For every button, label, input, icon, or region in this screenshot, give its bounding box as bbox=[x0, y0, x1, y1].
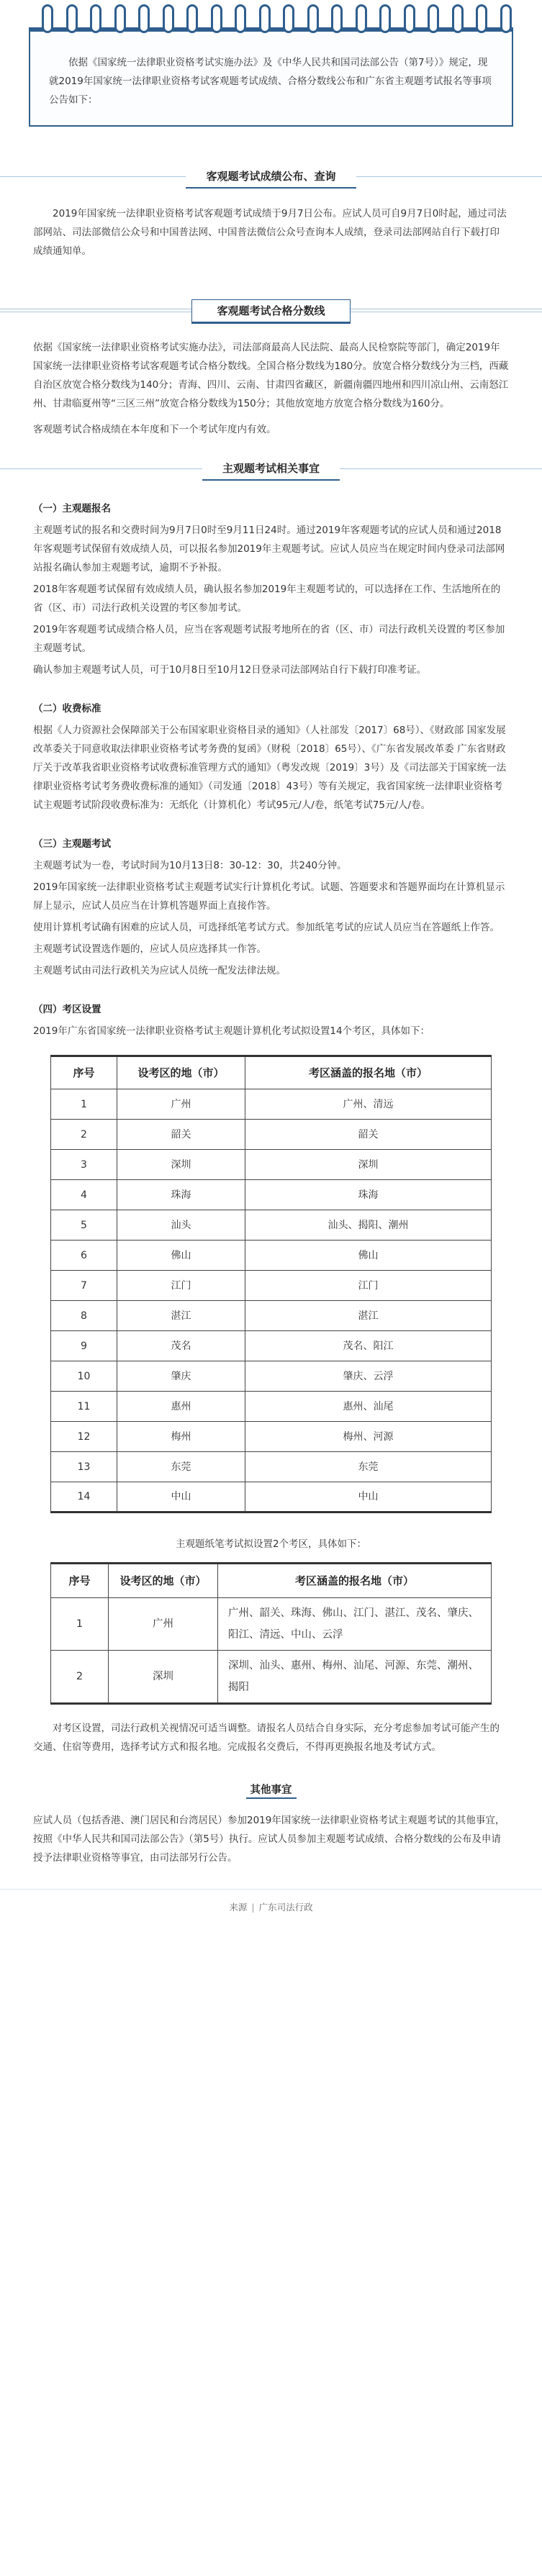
paper-exam-caption: 主观题纸笔考试拟设置2个考区，具体如下： bbox=[175, 1538, 367, 1550]
paragraph: 2019年国家统一法律职业资格考试客观题考试成绩于9月7日公布。应试人员可自9月7日0时起，通过司法部网站、司法部微信公众号和中国普法网、中国普法微信公众号查询本人成绩，登录司法部网站自行下载打印成绩通知单。 bbox=[33, 208, 507, 257]
table-row bbox=[51, 1331, 492, 1361]
section-results-body bbox=[0, 204, 542, 260]
table-cell: 深圳 bbox=[117, 1150, 245, 1180]
computer-exam-table-wrap bbox=[0, 1055, 542, 1513]
table-cell: 5 bbox=[51, 1210, 117, 1241]
notebook-ring bbox=[500, 4, 512, 33]
paragraph: 主观题考试设置选作题的，应试人员应选择其一作答。 bbox=[33, 943, 266, 955]
table-cell: 深圳 bbox=[245, 1150, 492, 1180]
table-cell: 广州 bbox=[109, 1598, 218, 1651]
table-cell: 湛江 bbox=[117, 1301, 245, 1331]
intro-text: 依据《国家统一法律职业资格考试实施办法》及《中华人民共和国司法部公告（第7号）》规定，现就2019年国家统一法律职业资格考试客观题考试成绩、合格分数线公布和广东省主观题考试报名等事项公告如下： bbox=[49, 57, 492, 106]
notebook-rings bbox=[0, 0, 542, 37]
notebook-ring bbox=[452, 4, 464, 33]
section-passing-body bbox=[0, 338, 542, 439]
notebook-ring bbox=[235, 4, 246, 33]
section-subjective-body bbox=[0, 499, 542, 1040]
table-row bbox=[51, 1392, 492, 1422]
table-cell: 茂名 bbox=[117, 1331, 245, 1361]
table-row bbox=[51, 1482, 492, 1513]
paragraph: 主观题考试为一卷，考试时间为10月13日8：30-12：30，共240分钟。 bbox=[33, 860, 347, 871]
table-row bbox=[51, 1271, 492, 1301]
intro-card bbox=[29, 27, 513, 127]
table-row bbox=[51, 1452, 492, 1482]
paragraph: 2019年国家统一法律职业资格考试主观题考试实行计算机化考试。试题、答题要求和答题界面均在计算机显示屏上显示，应试人员应当在计算机答题界面上直接作答。 bbox=[33, 881, 505, 912]
notebook-ring bbox=[404, 4, 415, 33]
table-row bbox=[51, 1210, 492, 1241]
table-row bbox=[51, 1150, 492, 1180]
paragraph: 确认参加主观题考试人员，可于10月8日至10月12日登录司法部网站自行下载打印准考证。 bbox=[33, 664, 427, 676]
notebook-ring bbox=[42, 4, 53, 33]
paragraph: 主观题考试的报名和交费时间为9月7日0时至9月11日24时。通过2019年客观题考试的应试人员和通过2018年客观题考试保留有效成绩人员，可以报名参加2019年主观题考试。应试人员应当在规定时间内登录司法部网站报名确认参加主观题考试，逾期不予补报。 bbox=[33, 525, 505, 573]
paragraph: 依据《国家统一法律职业资格考试实施办法》，司法部商最高人民法院、最高人民检察院等部门，确定2019年国家统一法律职业资格考试客观题考试合格分数线。全国合格分数线为180分。放宽合格分数线分为三档，西藏自治区放宽合格分数线为140分；青海、四川、云南、甘肃四省藏区，新疆南疆四地州和四川凉山州、云南怒江州、甘肃临夏州等“三区三州”放宽合格分数线为150分；其他放宽地方放宽合格分数线为160分。 bbox=[33, 342, 509, 409]
notebook-ring bbox=[307, 4, 319, 33]
table-cell: 珠海 bbox=[245, 1180, 492, 1210]
table-header-row bbox=[51, 1056, 492, 1089]
column-header: 考区涵盖的报名地（市） bbox=[218, 1564, 492, 1598]
table-cell: 广州、清远 bbox=[245, 1089, 492, 1120]
table-cell: 茂名、阳江 bbox=[245, 1331, 492, 1361]
table-cell: 佛山 bbox=[117, 1241, 245, 1271]
notebook-ring bbox=[66, 4, 78, 33]
paragraph: 2018年客观题考试保留有效成绩人员，确认报名参加2019年主观题考试的，可以选择在工作、生活地所在的省（区、市）司法行政机关设置的考区参加考试。 bbox=[33, 584, 501, 614]
column-header: 设考区的地（市） bbox=[109, 1564, 218, 1598]
paragraph: 应试人员（包括香港、澳门居民和台湾居民）参加2019年国家统一法律职业资格考试主观题考试的其他事宜，按照《中华人民共和国司法部公告》（第5号）执行。应试人员参加主观题考试成绩、合格分数线的公布及申请授予法律职业资格等事宜，由司法部另行公告。 bbox=[33, 1815, 505, 1864]
notebook-ring bbox=[114, 4, 126, 33]
table-cell: 3 bbox=[51, 1150, 117, 1180]
notebook-ring bbox=[476, 4, 487, 33]
table-cell: 汕头、揭阳、潮州 bbox=[245, 1210, 492, 1241]
subheading-registration: （一）主观题报名 bbox=[33, 503, 111, 514]
source-footer: 来源 | 广东司法行政 bbox=[0, 1889, 542, 1917]
table-cell: 广州 bbox=[117, 1089, 245, 1120]
paragraph: 主观题考试由司法行政机关为应试人员统一配发法律法规。 bbox=[33, 965, 286, 976]
notebook-ring bbox=[379, 4, 391, 33]
table-cell: 8 bbox=[51, 1301, 117, 1331]
table-cell: 深圳 bbox=[109, 1651, 218, 1704]
source-value: 广东司法行政 bbox=[258, 1902, 313, 1913]
table-cell: 佛山 bbox=[245, 1241, 492, 1271]
section-other-body bbox=[0, 1811, 542, 1867]
table-cell: 11 bbox=[51, 1392, 117, 1422]
table-cell: 肇庆 bbox=[117, 1361, 245, 1392]
table-cell: 1 bbox=[51, 1598, 109, 1651]
column-header: 序号 bbox=[51, 1056, 117, 1089]
notebook-ring bbox=[428, 4, 439, 33]
notebook-ring bbox=[356, 4, 367, 33]
notebook-ring bbox=[211, 4, 222, 33]
table-cell: 14 bbox=[51, 1482, 117, 1513]
table-cell: 4 bbox=[51, 1180, 117, 1210]
table-row bbox=[51, 1120, 492, 1150]
paragraph: 对考区设置，司法行政机关视情况可适当调整。请报名人员结合自身实际，充分考虑参加考试可能产生的交通、住宿等费用，选择考试方式和报名地。完成报名交费后，不得再更换报名地及考试方式。 bbox=[33, 1723, 500, 1753]
table-row bbox=[51, 1089, 492, 1120]
column-header: 设考区的地（市） bbox=[117, 1056, 245, 1089]
source-label: 来源 bbox=[229, 1902, 248, 1913]
table-row bbox=[51, 1361, 492, 1392]
subheading-fees: （二）收费标准 bbox=[33, 703, 101, 715]
table-cell: 12 bbox=[51, 1422, 117, 1452]
table-cell: 中山 bbox=[245, 1482, 492, 1513]
table-cell: 广州、韶关、珠海、佛山、江门、湛江、茂名、肇庆、阳江、清远、中山、云浮 bbox=[218, 1598, 492, 1651]
computer-exam-district-table bbox=[50, 1055, 492, 1513]
paragraph: 2019年客观题考试成绩合格人员，应当在客观题考试报考地所在的省（区、市）司法行政机关设置的考区参加主观题考试。 bbox=[33, 624, 505, 654]
table-cell: 9 bbox=[51, 1331, 117, 1361]
table-cell: 汕头 bbox=[117, 1210, 245, 1241]
table-cell: 13 bbox=[51, 1452, 117, 1482]
table-cell: 珠海 bbox=[117, 1180, 245, 1210]
notebook-ring bbox=[283, 4, 294, 33]
paper-exam-district-table bbox=[50, 1562, 492, 1705]
column-header: 序号 bbox=[51, 1564, 109, 1598]
section-title-passing-score: 客观题考试合格分数线 bbox=[0, 299, 542, 321]
paragraph: 客观题考试合格成绩在本年度和下一个考试年度内有效。 bbox=[33, 424, 276, 435]
subheading-districts: （四）考区设置 bbox=[33, 1004, 101, 1015]
table-cell: 7 bbox=[51, 1271, 117, 1301]
table-cell: 韶关 bbox=[117, 1120, 245, 1150]
table-cell: 江门 bbox=[245, 1271, 492, 1301]
table-cell: 东莞 bbox=[245, 1452, 492, 1482]
table-row bbox=[51, 1180, 492, 1210]
notebook-ring bbox=[259, 4, 271, 33]
notebook-ring bbox=[90, 4, 101, 33]
table-cell: 深圳、汕头、惠州、梅州、汕尾、河源、东莞、潮州、揭阳 bbox=[218, 1651, 492, 1704]
table-cell: 江门 bbox=[117, 1271, 245, 1301]
table-cell: 10 bbox=[51, 1361, 117, 1392]
exam-paragraphs bbox=[33, 856, 509, 980]
paper-exam-table-wrap bbox=[0, 1562, 542, 1705]
table-row bbox=[51, 1651, 492, 1704]
table-cell: 惠州 bbox=[117, 1392, 245, 1422]
table-row bbox=[51, 1301, 492, 1331]
table-cell: 2 bbox=[51, 1120, 117, 1150]
paragraph: 根据《人力资源社会保障部关于公布国家职业资格目录的通知》（人社部发〔2017〕68号）、《财政部 国家发展改革委关于同意收取法律职业资格考试考务费的复函》（财税〔2018〕65号）、《广东省发展改革委 广东省财政厅关于改革我省职业资格考试收费标准管理方式的通知》（粤发改规〔2019〕3号）及《司法部关于国家统一法律职业资格考试考务费收费标准的通知》（司发通〔2018〕43号）等有关规定，我省国家统一法律职业资格考试主观题考试阶段收费标准为：无纸化（计算机化）考试95元/人/卷，纸笔考试75元/人/卷。 bbox=[33, 725, 507, 811]
subheading-exam: （三）主观题考试 bbox=[33, 838, 111, 850]
table-cell: 6 bbox=[51, 1241, 117, 1271]
registration-paragraphs bbox=[33, 521, 509, 679]
table-cell: 东莞 bbox=[117, 1452, 245, 1482]
table-cell: 韶关 bbox=[245, 1120, 492, 1150]
districts-intro: 2019年广东省国家统一法律职业资格考试主观题计算机化考试拟设置14个考区，具体如下： bbox=[33, 1025, 430, 1037]
district-adjust-note bbox=[0, 1719, 542, 1756]
notebook-ring bbox=[163, 4, 174, 33]
table-cell: 惠州、汕尾 bbox=[245, 1392, 492, 1422]
section-title-other: 其他事宜 bbox=[0, 1781, 542, 1800]
notebook-ring bbox=[331, 4, 343, 33]
table-row bbox=[51, 1241, 492, 1271]
paragraph: 使用计算机考试确有困难的应试人员，可选择纸笔考试方式。参加纸笔考试的应试人员应当在答题纸上作答。 bbox=[33, 922, 500, 933]
table-cell: 中山 bbox=[117, 1482, 245, 1513]
column-header: 考区涵盖的报名地（市） bbox=[245, 1056, 492, 1089]
table-row bbox=[51, 1422, 492, 1452]
table-cell: 1 bbox=[51, 1089, 117, 1120]
table-cell: 湛江 bbox=[245, 1301, 492, 1331]
table-cell: 梅州 bbox=[117, 1422, 245, 1452]
table-cell: 肇庆、云浮 bbox=[245, 1361, 492, 1392]
section-title-results: 客观题考试成绩公布、查询 bbox=[0, 165, 542, 187]
table-row bbox=[51, 1598, 492, 1651]
section-title-subjective: 主观题考试相关事宜 bbox=[0, 458, 542, 479]
table-header-row bbox=[51, 1564, 492, 1598]
notebook-ring bbox=[186, 4, 198, 33]
table-cell: 梅州、河源 bbox=[245, 1422, 492, 1452]
table-cell: 2 bbox=[51, 1651, 109, 1704]
notebook-ring bbox=[138, 4, 150, 33]
fees-paragraphs bbox=[33, 721, 509, 815]
